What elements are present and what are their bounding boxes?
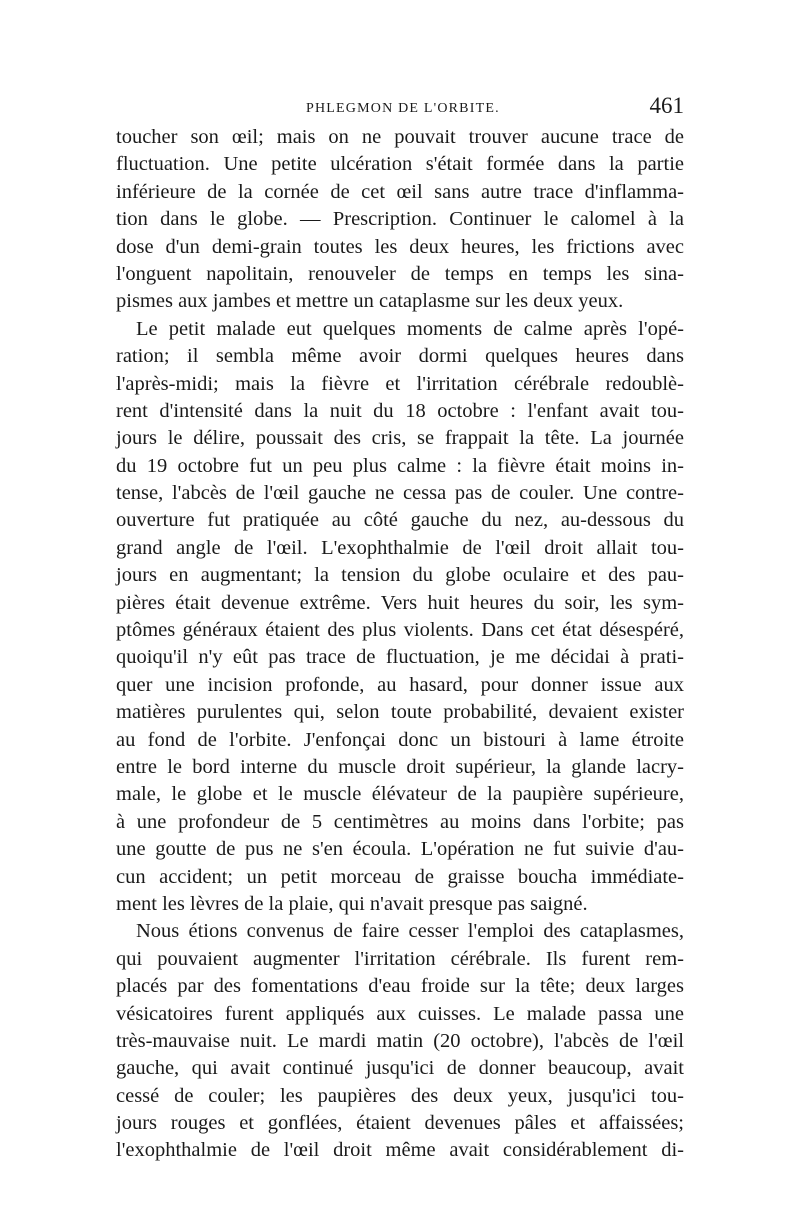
body-text [116,124,684,1165]
text-line: quoiqu'il n'y eût pas trace de fluctuation, je me décidai à prati- [116,646,684,669]
text-line: qui pouvaient augmenter l'irritation cérébrale. Ils furent rem- [116,947,684,970]
text-line: l'exophthalmie de l'œil droit même avait considérablement di- [116,1139,684,1162]
text-line: dose d'un demi-grain toutes les deux heures, les frictions avec [116,235,684,258]
text-line: gauche, qui avait continué jusqu'ici de donner beaucoup, avait [116,1057,684,1080]
text-line: tion dans le globe. — Prescription. Continuer le calomel à la [116,208,684,231]
text-line: à une profondeur de 5 centimètres au moins dans l'orbite; pas [116,810,684,833]
text-line: fluctuation. Une petite ulcération s'était formée dans la partie [116,153,684,176]
text-line: au fond de l'orbite. J'enfonçai donc un bistouri à lame étroite [116,728,684,751]
text-line: l'après-midi; mais la fièvre et l'irritation cérébrale redoublè- [116,372,684,395]
page-number: 461 [649,93,684,118]
text-line: tense, l'abcès de l'œil gauche ne cessa pas de couler. Une contre- [116,482,684,505]
paragraph-start-line: Le petit malade eut quelques moments de calme après l'opé- [136,317,684,340]
page-header [116,93,684,122]
text-line: rent d'intensité dans la nuit du 18 octobre : l'enfant avait tou- [116,399,684,422]
text-line: male, le globe et le muscle élévateur de la paupière supérieure, [116,783,684,806]
text-line: pismes aux jambes et mettre un cataplasme sur les deux yeux. [116,290,624,313]
text-line: cun accident; un petit morceau de graisse boucha immédiate- [116,865,684,888]
text-line: jours en augmentant; la tension du globe oculaire et des pau- [116,564,684,587]
text-line: matières purulentes qui, selon toute probabilité, devaient exister [116,701,684,724]
text-line: vésicatoires furent appliqués aux cuisses. Le malade passa une [116,1002,684,1025]
text-line: toucher son œil; mais on ne pouvait trouver aucune trace de [116,126,684,148]
text-line: ptômes généraux étaient des plus violents. Dans cet état désespéré, [116,619,684,642]
text-line: placés par des fomentations d'eau froide sur la tête; deux larges [116,975,684,998]
text-line: ration; il sembla même avoir dormi quelques heures dans [116,345,684,368]
paragraph-start-line: Nous étions convenus de faire cesser l'emploi des cataplasmes, [136,920,684,943]
text-line: une goutte de pus ne s'en écoula. L'opération ne fut suivie d'au- [116,838,684,861]
text-line: entre le bord interne du muscle droit supérieur, la glande lacry- [116,755,684,778]
running-head: PHLEGMON DE L'ORBITE. [306,101,500,116]
text-line: inférieure de la cornée de cet œil sans autre trace d'inflamma- [116,180,684,203]
text-line: l'onguent napolitain, renouveler de temps en temps les sina- [116,262,684,285]
text-line: grand angle de l'œil. L'exophthalmie de l'œil droit allait tou- [116,536,684,559]
text-line: quer une incision profonde, au hasard, pour donner issue aux [116,673,684,696]
text-line: pières était devenue extrême. Vers huit heures du soir, les sym- [116,591,684,614]
text-line: du 19 octobre fut un peu plus calme : la fièvre était moins in- [116,454,684,477]
text-line: cessé de couler; les paupières des deux yeux, jusqu'ici tou- [116,1084,684,1107]
text-line: très-mauvaise nuit. Le mardi matin (20 octobre), l'abcès de l'œil [116,1029,684,1052]
text-line: ment les lèvres de la plaie, qui n'avait presque pas saigné. [116,892,588,915]
text-line: jours le délire, poussait des cris, se frappait la tête. La journée [116,427,684,450]
text-line: jours rouges et gonflées, étaient devenues pâles et affaissées; [116,1112,684,1135]
text-line: ouverture fut pratiquée au côté gauche du nez, au-dessous du [116,509,684,532]
